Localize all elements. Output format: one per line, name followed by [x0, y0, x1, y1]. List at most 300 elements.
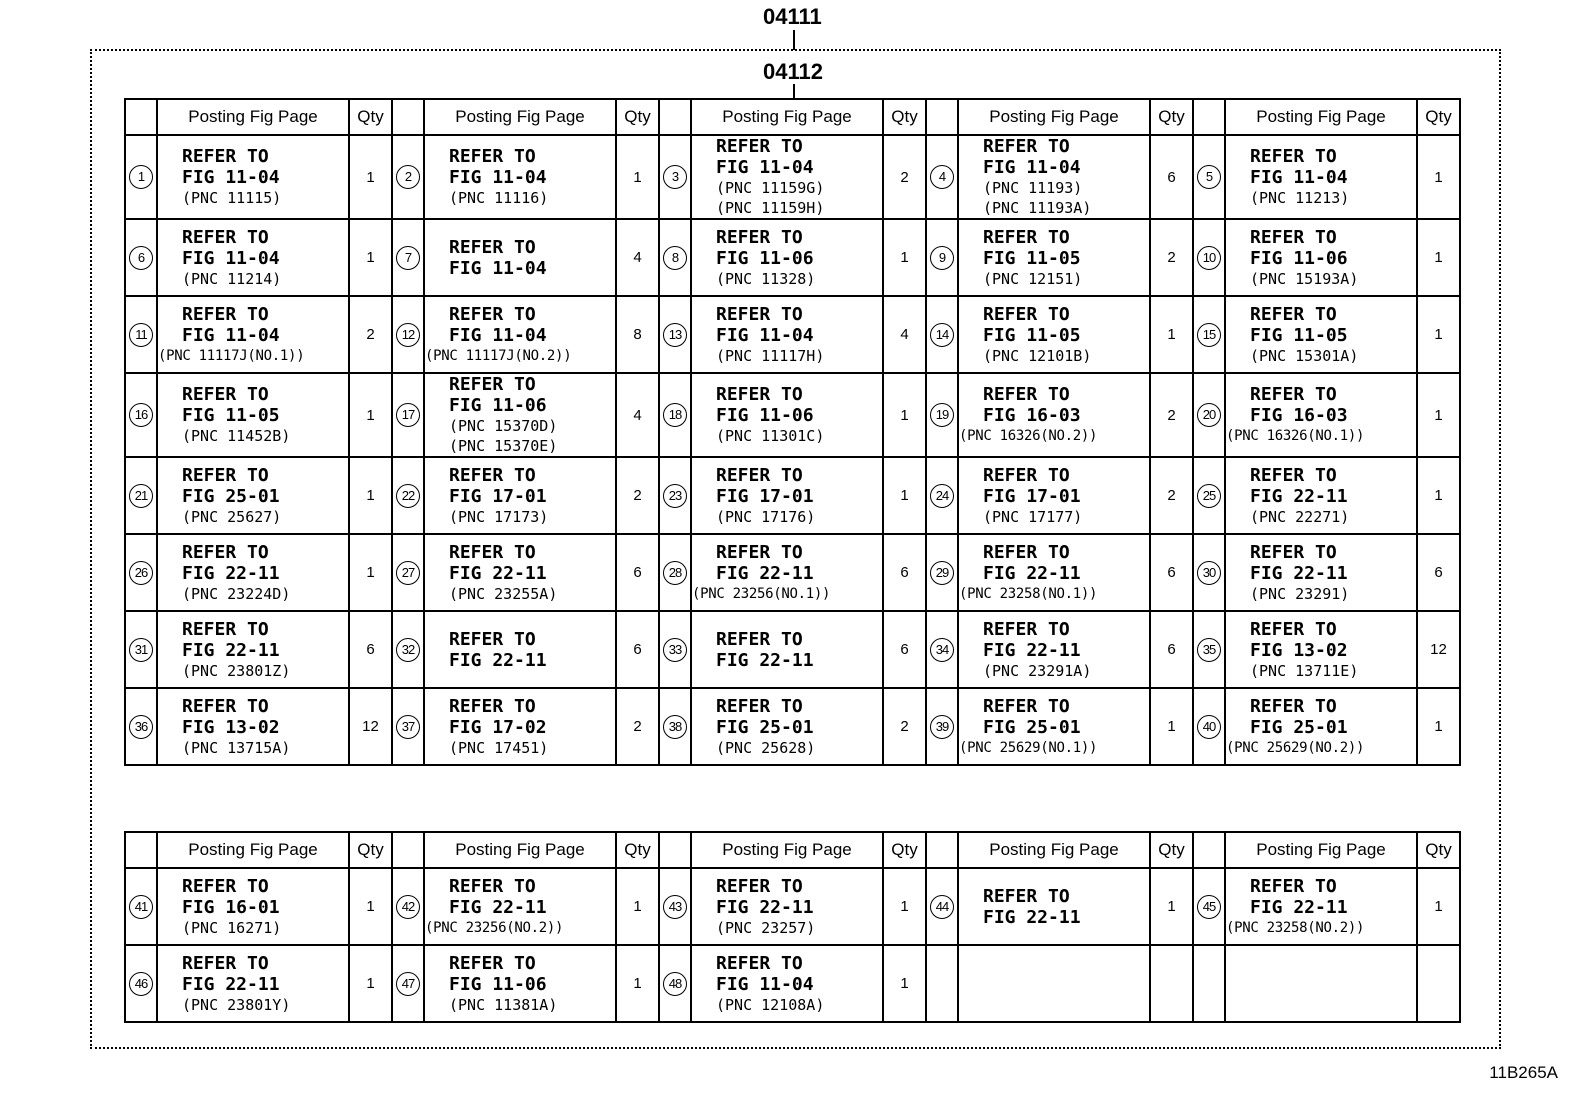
fig-reference: FIG 17-02 — [449, 716, 547, 738]
item-number-badge: 14 — [930, 323, 954, 347]
item-number-badge: 1 — [129, 165, 153, 189]
header-qty: Qty — [883, 832, 926, 868]
refer-to-text: REFER TO — [983, 618, 1070, 640]
fig-reference: FIG 11-04 — [182, 247, 280, 269]
refer-to-text: REFER TO — [716, 136, 803, 157]
qty-cell: 12 — [349, 688, 392, 765]
refer-to-text: REFER TO — [716, 875, 803, 897]
item-number-badge: 18 — [663, 403, 687, 427]
item-number-badge: 24 — [930, 484, 954, 508]
qty-cell: 1 — [883, 219, 926, 296]
pnc-reference: (PNC 11213) — [1250, 189, 1350, 207]
header-posting-fig-page: Posting Fig Page — [157, 99, 349, 135]
item-number-cell — [926, 135, 958, 219]
qty-cell: 6 — [1150, 534, 1193, 611]
item-number-badge: 30 — [1197, 561, 1221, 585]
reference-cell — [157, 868, 349, 945]
fig-reference: FIG 11-04 — [716, 973, 814, 995]
header-posting-fig-page: Posting Fig Page — [691, 832, 883, 868]
reference-cell — [157, 296, 349, 373]
refer-to-text: REFER TO — [983, 541, 1070, 563]
header-posting-fig-page: Posting Fig Page — [958, 832, 1150, 868]
pnc-reference: (PNC 23256(NO.2)) — [425, 919, 564, 936]
refer-to-text: REFER TO — [983, 464, 1070, 486]
pnc-reference: (PNC 13711E) — [1250, 661, 1359, 680]
item-number-cell — [659, 296, 691, 373]
item-number-badge: 31 — [129, 638, 153, 662]
fig-reference: FIG 25-01 — [983, 716, 1081, 738]
pnc-reference: (PNC 13715A) — [182, 738, 291, 757]
qty-cell: 4 — [883, 296, 926, 373]
pnc-reference: (PNC 15370E) — [449, 437, 558, 455]
item-number-badge: 4 — [930, 165, 954, 189]
refer-to-text: REFER TO — [449, 875, 536, 897]
header-num-cell — [392, 99, 424, 135]
table-row — [125, 611, 1460, 688]
reference-cell — [424, 611, 616, 688]
item-number-cell — [659, 135, 691, 219]
item-number-cell — [125, 688, 157, 765]
qty-cell: 6 — [1150, 611, 1193, 688]
qty-cell: 2 — [883, 688, 926, 765]
header-num-cell — [659, 99, 691, 135]
refer-to-text: REFER TO — [449, 303, 536, 325]
header-row — [125, 832, 1460, 868]
refer-to-text: REFER TO — [716, 303, 803, 325]
reference-cell — [691, 373, 883, 457]
fig-reference: FIG 11-04 — [1250, 167, 1348, 188]
reference-cell — [958, 135, 1150, 219]
qty-cell: 2 — [616, 457, 659, 534]
part-code-04112: 04112 — [763, 59, 823, 84]
fig-reference: FIG 22-11 — [716, 896, 814, 918]
pnc-reference: (PNC 23258(NO.1)) — [959, 585, 1098, 602]
qty-cell: 12 — [1417, 611, 1460, 688]
fig-reference: FIG 11-04 — [449, 167, 547, 188]
refer-to-text: REFER TO — [1250, 618, 1337, 640]
refer-to-text: REFER TO — [182, 618, 269, 640]
reference-cell — [1225, 868, 1417, 945]
reference-cell — [424, 457, 616, 534]
item-number-cell — [1193, 373, 1225, 457]
table-row — [125, 688, 1460, 765]
fig-reference: FIG 22-11 — [983, 639, 1081, 661]
fig-reference: FIG 11-04 — [182, 167, 280, 188]
refer-to-text: REFER TO — [449, 541, 536, 563]
part-code-04111: 04111 — [763, 4, 822, 29]
pnc-reference: (PNC 23257) — [716, 918, 816, 937]
qty-cell: 1 — [349, 135, 392, 219]
reference-cell — [958, 219, 1150, 296]
refer-to-text: REFER TO — [449, 628, 536, 650]
item-number-badge: 37 — [396, 715, 420, 739]
fig-reference: FIG 11-05 — [983, 247, 1081, 269]
table-row — [125, 534, 1460, 611]
fig-reference: FIG 16-01 — [182, 896, 280, 918]
refer-to-text: REFER TO — [716, 628, 803, 650]
qty-cell: 1 — [1150, 868, 1193, 945]
fig-reference: FIG 11-06 — [716, 405, 814, 426]
reference-cell — [1225, 945, 1417, 1022]
item-number-cell — [1193, 611, 1225, 688]
item-number-badge: 3 — [663, 165, 687, 189]
item-number-cell — [1193, 688, 1225, 765]
refer-to-text: REFER TO — [1250, 226, 1337, 248]
header-posting-fig-page: Posting Fig Page — [424, 832, 616, 868]
header-num-cell — [125, 832, 157, 868]
reference-cell — [691, 534, 883, 611]
refer-to-text: REFER TO — [182, 541, 269, 563]
item-number-cell — [926, 296, 958, 373]
fig-reference: FIG 17-01 — [983, 485, 1081, 507]
item-number-cell — [125, 945, 157, 1022]
reference-cell — [691, 868, 883, 945]
item-number-badge: 28 — [663, 561, 687, 585]
fig-reference: FIG 11-04 — [716, 157, 814, 178]
pnc-reference: (PNC 11116) — [449, 189, 549, 207]
refer-to-text: REFER TO — [983, 384, 1070, 405]
qty-cell: 2 — [1150, 373, 1193, 457]
pnc-reference: (PNC 15370D) — [449, 417, 558, 435]
pnc-reference: (PNC 25629(NO.1)) — [959, 739, 1098, 756]
header-num-cell — [125, 99, 157, 135]
item-number-badge: 34 — [930, 638, 954, 662]
qty-cell: 1 — [1417, 868, 1460, 945]
pnc-reference: (PNC 15301A) — [1250, 346, 1359, 365]
item-number-cell — [1193, 296, 1225, 373]
pnc-reference: (PNC 16271) — [182, 918, 282, 937]
refer-to-text: REFER TO — [1250, 146, 1337, 167]
pnc-reference: (PNC 23256(NO.1)) — [692, 585, 831, 602]
pnc-reference: (PNC 11117J(NO.2)) — [425, 347, 572, 364]
qty-cell — [1150, 945, 1193, 1022]
item-number-badge: 25 — [1197, 484, 1221, 508]
pnc-reference: (PNC 17451) — [449, 738, 549, 757]
fig-reference: FIG 11-04 — [182, 324, 280, 346]
fig-reference: FIG 11-04 — [449, 257, 547, 279]
header-num-cell — [1193, 99, 1225, 135]
header-qty: Qty — [1150, 832, 1193, 868]
fig-reference: FIG 17-01 — [449, 485, 547, 507]
item-number-cell — [392, 457, 424, 534]
pnc-reference: (PNC 17176) — [716, 507, 816, 526]
pnc-reference: (PNC 11193A) — [983, 199, 1092, 217]
fig-reference: FIG 22-11 — [1250, 562, 1348, 584]
reference-cell — [691, 611, 883, 688]
header-qty: Qty — [349, 832, 392, 868]
item-number-badge: 48 — [663, 972, 687, 996]
item-number-badge: 10 — [1197, 246, 1221, 270]
item-number-cell — [125, 611, 157, 688]
qty-cell: 2 — [1150, 457, 1193, 534]
fig-reference: FIG 22-11 — [983, 906, 1081, 928]
pnc-reference: (PNC 25628) — [716, 738, 816, 757]
item-number-badge: 38 — [663, 715, 687, 739]
reference-cell — [958, 534, 1150, 611]
qty-cell: 6 — [616, 534, 659, 611]
pnc-reference: (PNC 12108A) — [716, 995, 825, 1014]
header-qty: Qty — [349, 99, 392, 135]
leader-line-04111 — [793, 30, 795, 50]
reference-cell — [424, 688, 616, 765]
item-number-cell — [926, 611, 958, 688]
table-row — [125, 457, 1460, 534]
fig-reference: FIG 22-11 — [182, 973, 280, 995]
qty-cell: 1 — [616, 945, 659, 1022]
qty-cell: 1 — [1417, 296, 1460, 373]
item-number-badge: 9 — [930, 246, 954, 270]
parts-table-main — [124, 98, 1461, 766]
item-number-badge: 12 — [396, 323, 420, 347]
item-number-cell — [659, 219, 691, 296]
pnc-reference: (PNC 23255A) — [449, 584, 558, 603]
table-row — [125, 135, 1460, 219]
item-number-cell — [926, 534, 958, 611]
pnc-reference: (PNC 17173) — [449, 507, 549, 526]
reference-cell — [157, 373, 349, 457]
qty-cell: 6 — [1417, 534, 1460, 611]
refer-to-text: REFER TO — [716, 464, 803, 486]
qty-cell: 1 — [1150, 688, 1193, 765]
item-number-cell — [392, 534, 424, 611]
item-number-badge: 45 — [1197, 895, 1221, 919]
pnc-reference: (PNC 12151) — [983, 269, 1083, 288]
pnc-reference: (PNC 11115) — [182, 189, 282, 207]
refer-to-text: REFER TO — [983, 885, 1070, 907]
reference-cell — [424, 945, 616, 1022]
drawing-code: 11B265A — [1489, 1063, 1558, 1082]
qty-cell: 1 — [1417, 688, 1460, 765]
refer-to-text: REFER TO — [449, 952, 536, 974]
reference-cell — [958, 688, 1150, 765]
item-number-cell — [392, 688, 424, 765]
refer-to-text: REFER TO — [182, 952, 269, 974]
item-number-cell — [392, 296, 424, 373]
reference-cell — [1225, 688, 1417, 765]
qty-cell: 6 — [1150, 135, 1193, 219]
qty-cell: 1 — [349, 373, 392, 457]
header-num-cell — [1193, 832, 1225, 868]
item-number-badge: 39 — [930, 715, 954, 739]
reference-cell — [958, 457, 1150, 534]
header-qty: Qty — [616, 832, 659, 868]
header-qty: Qty — [616, 99, 659, 135]
table-row — [125, 219, 1460, 296]
item-number-cell — [659, 457, 691, 534]
table-row — [125, 296, 1460, 373]
item-number-cell — [926, 457, 958, 534]
item-number-badge: 40 — [1197, 715, 1221, 739]
pnc-reference: (PNC 11452B) — [182, 427, 291, 445]
pnc-reference: (PNC 11328) — [716, 269, 816, 288]
reference-cell — [1225, 373, 1417, 457]
qty-cell: 6 — [883, 611, 926, 688]
item-number-cell — [1193, 868, 1225, 945]
qty-cell: 1 — [883, 868, 926, 945]
fig-reference: FIG 22-11 — [449, 562, 547, 584]
pnc-reference: (PNC 11301C) — [716, 427, 825, 445]
pnc-reference: (PNC 15193A) — [1250, 269, 1359, 288]
item-number-badge: 23 — [663, 484, 687, 508]
fig-reference: FIG 22-11 — [716, 562, 814, 584]
fig-reference: FIG 11-05 — [983, 324, 1081, 346]
item-number-badge: 47 — [396, 972, 420, 996]
refer-to-text: REFER TO — [182, 146, 269, 167]
pnc-reference: (PNC 23291) — [1250, 584, 1350, 603]
qty-cell: 1 — [1417, 457, 1460, 534]
parts-table-secondary — [124, 831, 1461, 1023]
fig-reference: FIG 22-11 — [1250, 485, 1348, 507]
item-number-badge: 5 — [1197, 165, 1221, 189]
qty-cell: 1 — [616, 135, 659, 219]
refer-to-text: REFER TO — [449, 374, 536, 395]
fig-reference: FIG 25-01 — [182, 485, 280, 507]
table-row — [125, 945, 1460, 1022]
header-num-cell — [926, 99, 958, 135]
item-number-cell — [659, 534, 691, 611]
item-number-cell — [1193, 534, 1225, 611]
fig-reference: FIG 22-11 — [983, 562, 1081, 584]
fig-reference: FIG 13-02 — [182, 716, 280, 738]
header-posting-fig-page: Posting Fig Page — [1225, 832, 1417, 868]
reference-cell — [1225, 611, 1417, 688]
reference-cell — [958, 868, 1150, 945]
item-number-badge: 42 — [396, 895, 420, 919]
item-number-badge: 11 — [129, 323, 153, 347]
qty-cell: 1 — [1417, 219, 1460, 296]
item-number-cell — [659, 611, 691, 688]
qty-cell: 1 — [616, 868, 659, 945]
header-posting-fig-page: Posting Fig Page — [157, 832, 349, 868]
item-number-badge: 27 — [396, 561, 420, 585]
reference-cell — [1225, 534, 1417, 611]
qty-cell: 1 — [349, 868, 392, 945]
pnc-reference: (PNC 11159H) — [716, 199, 825, 217]
fig-reference: FIG 11-06 — [449, 973, 547, 995]
qty-cell: 4 — [616, 373, 659, 457]
item-number-badge: 44 — [930, 895, 954, 919]
item-number-badge: 21 — [129, 484, 153, 508]
reference-cell — [1225, 135, 1417, 219]
reference-cell — [691, 688, 883, 765]
fig-reference: FIG 11-06 — [449, 395, 547, 416]
pnc-reference: (PNC 11117J(NO.1)) — [158, 347, 305, 364]
refer-to-text: REFER TO — [182, 303, 269, 325]
item-number-cell — [659, 868, 691, 945]
refer-to-text: REFER TO — [1250, 384, 1337, 405]
item-number-badge: 15 — [1197, 323, 1221, 347]
refer-to-text: REFER TO — [182, 464, 269, 486]
reference-cell — [157, 534, 349, 611]
refer-to-text: REFER TO — [1250, 875, 1337, 897]
reference-cell — [424, 219, 616, 296]
item-number-cell — [125, 296, 157, 373]
qty-cell: 1 — [883, 373, 926, 457]
fig-reference: FIG 11-05 — [1250, 324, 1348, 346]
qty-cell: 6 — [349, 611, 392, 688]
item-number-cell — [125, 135, 157, 219]
item-number-badge: 46 — [129, 972, 153, 996]
reference-cell — [424, 296, 616, 373]
refer-to-text: REFER TO — [716, 384, 803, 405]
item-number-cell — [659, 688, 691, 765]
qty-cell: 1 — [349, 534, 392, 611]
qty-cell: 1 — [1417, 135, 1460, 219]
pnc-reference: (PNC 11214) — [182, 269, 282, 288]
qty-cell: 8 — [616, 296, 659, 373]
qty-cell: 1 — [883, 457, 926, 534]
reference-cell — [1225, 296, 1417, 373]
header-row — [125, 99, 1460, 135]
header-qty: Qty — [1417, 99, 1460, 135]
header-num-cell — [926, 832, 958, 868]
qty-cell: 2 — [1150, 219, 1193, 296]
item-number-cell — [392, 611, 424, 688]
table-row — [125, 868, 1460, 945]
item-number-cell — [926, 945, 958, 1022]
refer-to-text: REFER TO — [182, 226, 269, 248]
pnc-reference: (PNC 23801Z) — [182, 661, 291, 680]
item-number-badge: 13 — [663, 323, 687, 347]
pnc-reference: (PNC 16326(NO.1)) — [1226, 428, 1365, 444]
item-number-cell — [392, 219, 424, 296]
qty-cell: 2 — [883, 135, 926, 219]
reference-cell — [958, 945, 1150, 1022]
item-number-cell — [392, 135, 424, 219]
item-number-badge: 8 — [663, 246, 687, 270]
pnc-reference: (PNC 17177) — [983, 507, 1083, 526]
fig-reference: FIG 11-06 — [1250, 247, 1348, 269]
item-number-badge: 29 — [930, 561, 954, 585]
item-number-badge: 43 — [663, 895, 687, 919]
reference-cell — [424, 868, 616, 945]
pnc-reference: (PNC 25627) — [182, 507, 282, 526]
item-number-cell — [1193, 219, 1225, 296]
qty-cell: 1 — [349, 457, 392, 534]
item-number-cell — [125, 219, 157, 296]
item-number-badge: 36 — [129, 715, 153, 739]
reference-cell — [1225, 219, 1417, 296]
item-number-badge: 33 — [663, 638, 687, 662]
refer-to-text: REFER TO — [1250, 541, 1337, 563]
fig-reference: FIG 17-01 — [716, 485, 814, 507]
refer-to-text: REFER TO — [983, 695, 1070, 717]
reference-cell — [691, 945, 883, 1022]
header-num-cell — [392, 832, 424, 868]
table-row — [125, 373, 1460, 457]
header-posting-fig-page: Posting Fig Page — [691, 99, 883, 135]
refer-to-text: REFER TO — [716, 952, 803, 974]
item-number-cell — [392, 373, 424, 457]
fig-reference: FIG 22-11 — [182, 639, 280, 661]
reference-cell — [157, 219, 349, 296]
refer-to-text: REFER TO — [182, 384, 269, 405]
qty-cell: 1 — [1417, 373, 1460, 457]
header-posting-fig-page: Posting Fig Page — [958, 99, 1150, 135]
refer-to-text: REFER TO — [182, 875, 269, 897]
qty-cell — [1417, 945, 1460, 1022]
header-qty: Qty — [1417, 832, 1460, 868]
pnc-reference: (PNC 23291A) — [983, 661, 1092, 680]
reference-cell — [691, 135, 883, 219]
item-number-badge: 2 — [396, 165, 420, 189]
reference-cell — [691, 457, 883, 534]
qty-cell: 2 — [349, 296, 392, 373]
leader-line-04112 — [793, 84, 795, 98]
header-qty: Qty — [1150, 99, 1193, 135]
item-number-badge: 41 — [129, 895, 153, 919]
fig-reference: FIG 11-04 — [716, 324, 814, 346]
